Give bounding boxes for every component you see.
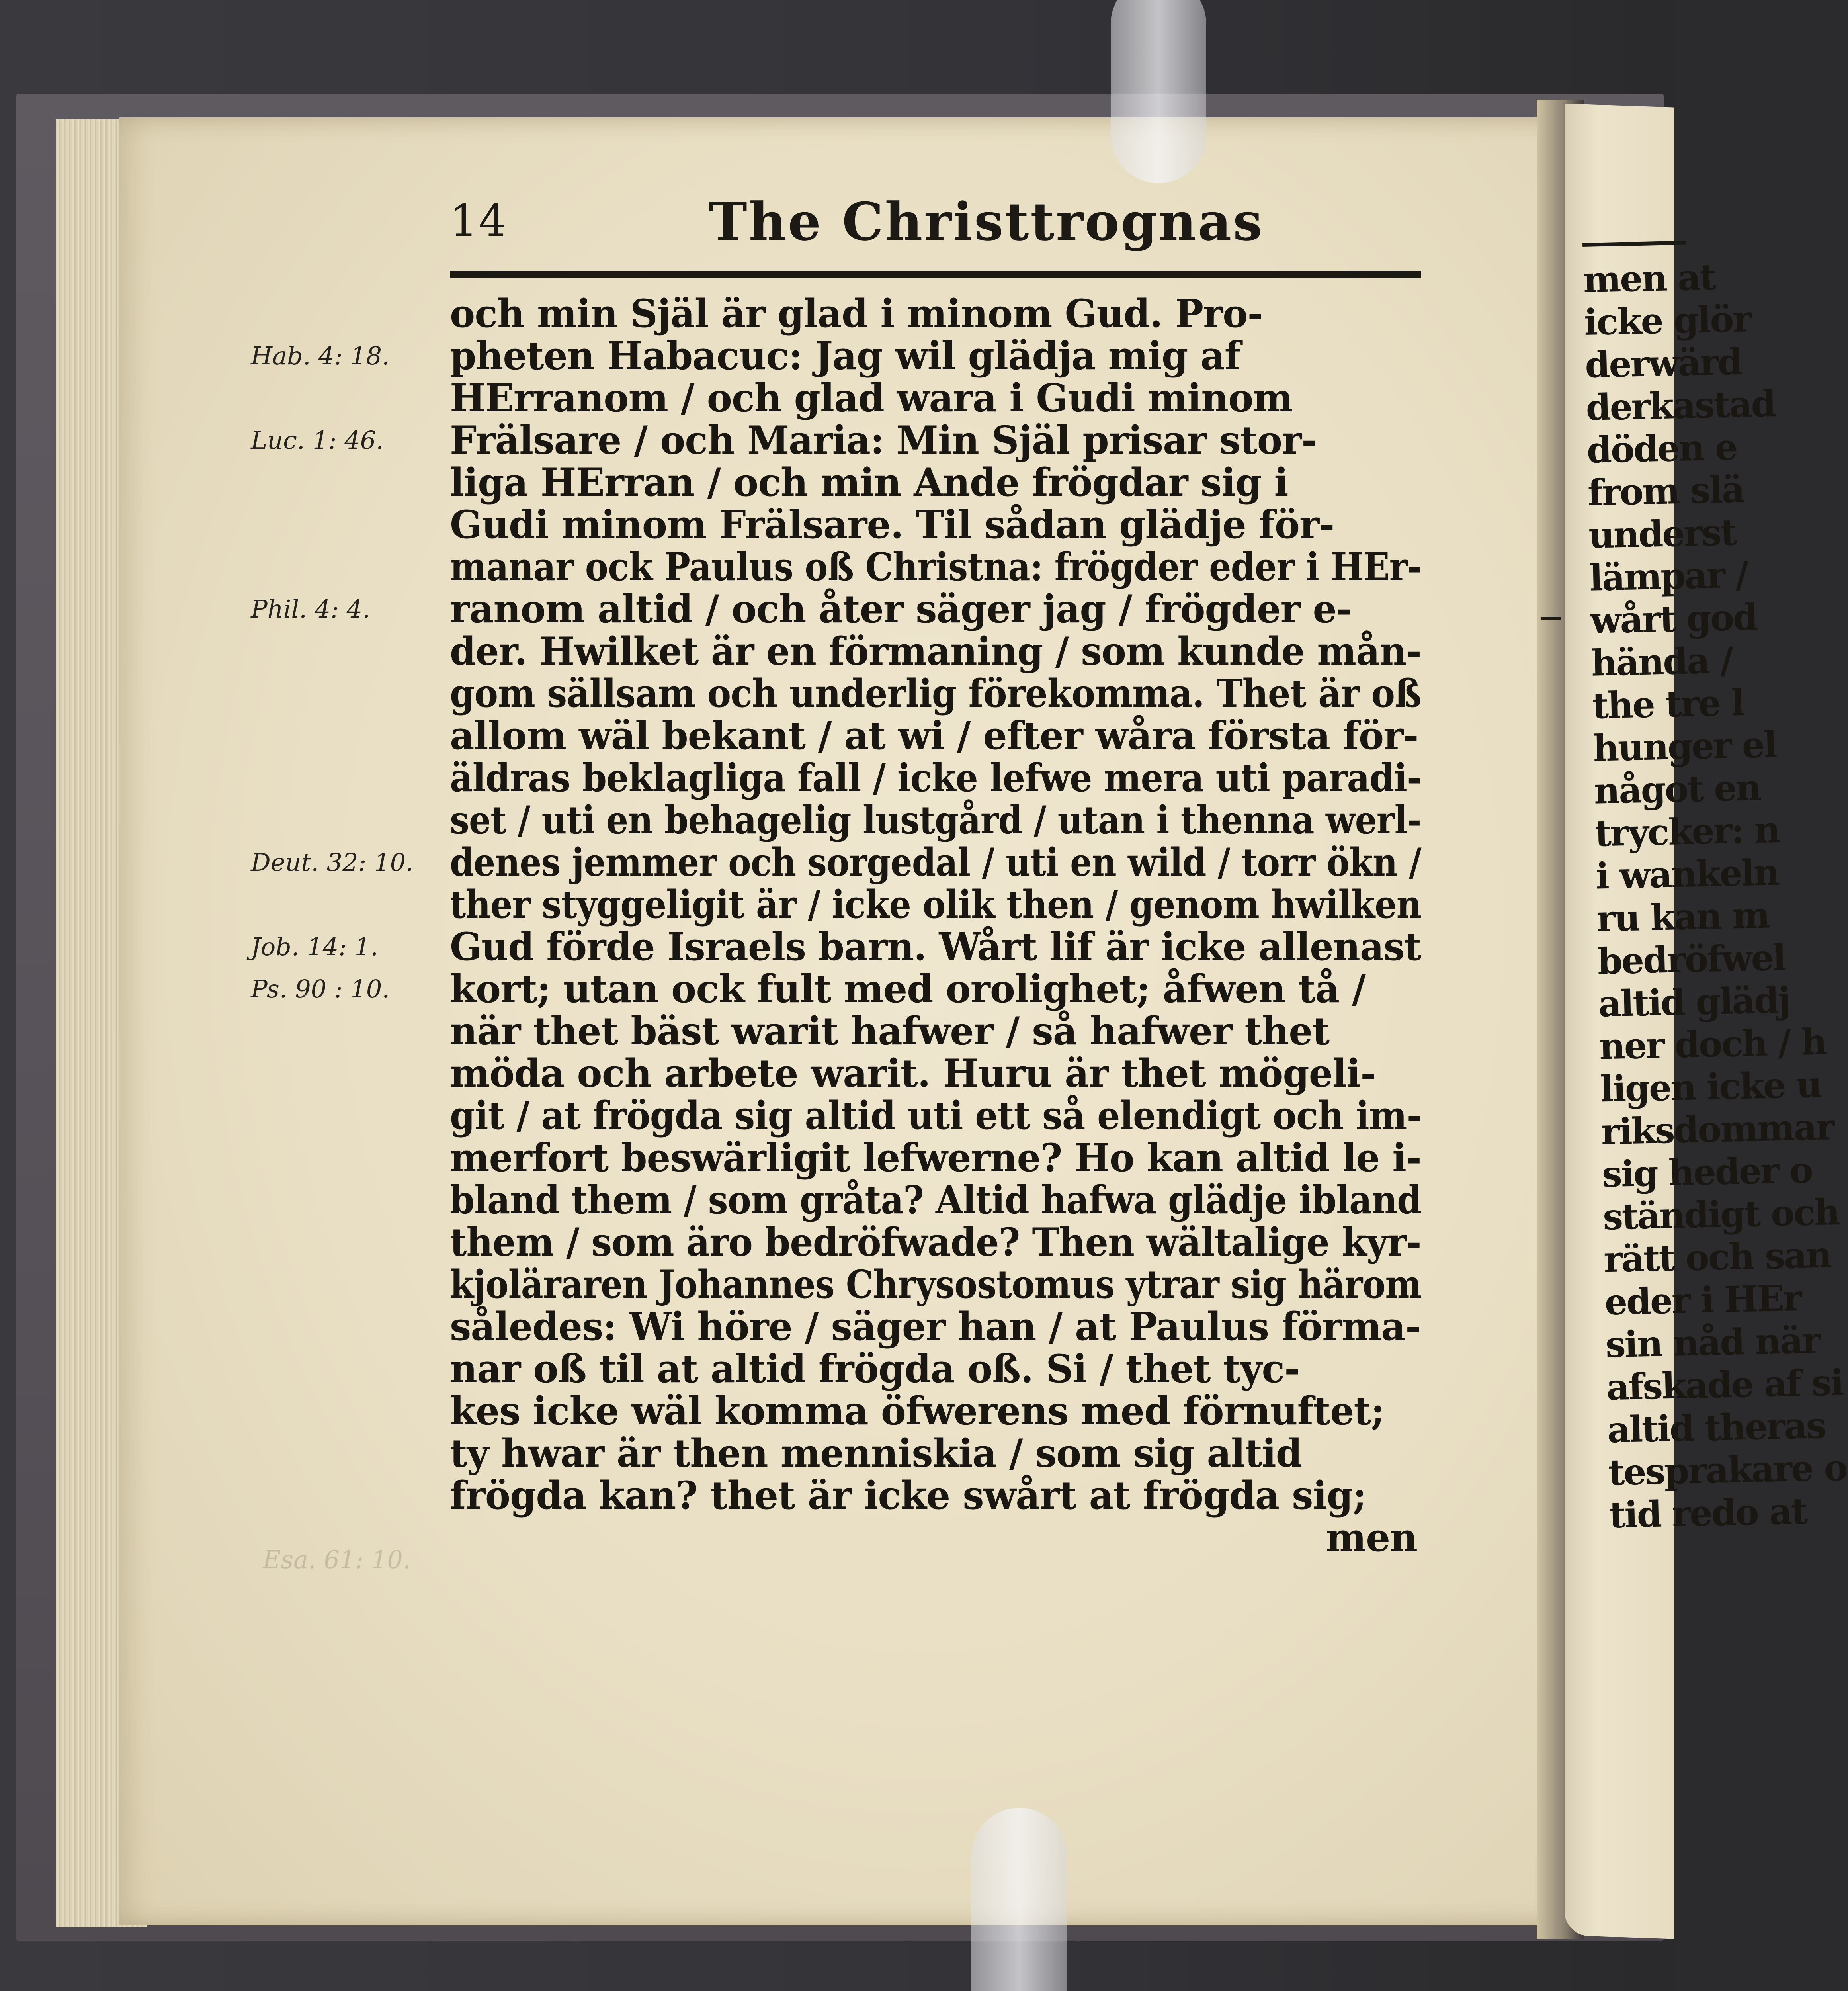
facing-page-line: tid redo at xyxy=(1608,1490,1807,1537)
marginal-reference: Deut. 32: 10. xyxy=(251,848,414,877)
facing-page-line: the tre l xyxy=(1592,681,1744,727)
text-line: ranom altid / och åter säger jag / frögder e- xyxy=(450,587,1352,632)
catchword: men xyxy=(1326,1515,1417,1560)
show-through-text: Esa. 61: 10. xyxy=(263,1545,411,1574)
text-line: möda och arbete warit. Huru är thet mögeli- xyxy=(450,1051,1376,1096)
text-line: ty hwar är then menniskia / som sig altid xyxy=(450,1431,1302,1476)
marginal-reference: Ps. 90 : 10. xyxy=(251,974,390,1003)
text-line: kjoläraren Johannes Chrysostomus ytrar sig härom xyxy=(450,1262,1422,1307)
text-line: gom sällsam och underlig förekomma. Thet är oß xyxy=(450,671,1422,716)
text-line: liga HErran / och min Ande frögdar sig i xyxy=(450,460,1288,505)
body-text xyxy=(450,293,1433,1559)
facing-page-line: ligen icke u xyxy=(1600,1063,1822,1111)
facing-page-line: hunger el xyxy=(1592,724,1777,770)
page-header xyxy=(450,191,1421,263)
text-line: them / som äro bedröfwade? Then wältalige kyr- xyxy=(450,1220,1421,1265)
running-title: The Christtrognas xyxy=(709,191,1264,252)
facing-page-line: afskade af si xyxy=(1606,1361,1844,1409)
facing-page-line: icke glör xyxy=(1584,298,1751,344)
facing-page-line: wårt god xyxy=(1590,596,1757,642)
text-line: merfort beswärligit lefwerne? Ho kan altid le i- xyxy=(450,1135,1421,1180)
facing-page-line: altid theras xyxy=(1607,1404,1826,1451)
marginal-reference: Luc. 1: 46. xyxy=(251,426,384,455)
facing-page-line: rätt och san xyxy=(1603,1234,1831,1281)
facing-page-line: underst xyxy=(1588,511,1737,557)
facing-page-line: ner doch / h xyxy=(1599,1021,1827,1068)
text-line: Gudi minom Frälsare. Til sådan glädje för- xyxy=(450,502,1334,547)
text-line: manar ock Paulus oß Christna: frögder eder i HEr- xyxy=(450,544,1422,589)
facing-page-line: något en xyxy=(1593,766,1761,812)
facing-page-line: men at xyxy=(1582,256,1716,301)
facing-page-line: ru kan m xyxy=(1596,894,1770,940)
marginal-reference: Hab. 4: 18. xyxy=(251,341,390,370)
facing-page-line: sin nåd när xyxy=(1605,1319,1820,1366)
facing-page-line: riksdommar xyxy=(1600,1106,1834,1153)
text-line: allom wäl bekant / at wi / efter wåra första för- xyxy=(450,713,1418,758)
facing-page-line: tesprakare o xyxy=(1608,1446,1847,1494)
page-mark xyxy=(1541,617,1561,620)
facing-page-line: i wankeln xyxy=(1595,851,1779,898)
facing-page-line: altid glädj xyxy=(1598,979,1790,1025)
text-line: der. Hwilket är en förmaning / som kunde mån- xyxy=(450,629,1421,674)
text-line: HErranom / och glad wara i Gudi minom xyxy=(450,376,1293,420)
text-line: Gud förde Israels barn. Wårt lif är icke allenast xyxy=(450,924,1421,969)
facing-page-line: trycker: n xyxy=(1594,808,1780,855)
facing-page-line: ständigt och xyxy=(1602,1191,1840,1238)
facing-page-line: derkastad xyxy=(1585,382,1776,429)
header-rule xyxy=(450,271,1421,278)
page-number: 14 xyxy=(450,195,507,246)
facing-page-line: bedröfwel xyxy=(1597,936,1786,983)
marginal-reference: Phil. 4: 4. xyxy=(251,595,370,624)
page-clamp-bottom xyxy=(971,1808,1067,1991)
marginal-reference: Job. 14: 1. xyxy=(251,932,378,961)
text-line: äldras beklagliga fall / icke lefwe mera uti paradi- xyxy=(450,755,1421,800)
facing-page-line: lämpar / xyxy=(1589,553,1748,599)
facing-page-line: sig heder o xyxy=(1601,1149,1813,1196)
text-line: nar oß til at altid frögda oß. Si / thet tyc- xyxy=(450,1346,1300,1391)
text-line: och min Själ är glad i minom Gud. Pro- xyxy=(450,291,1263,336)
text-line: kes icke wäl komma öfwerens med förnuftet; xyxy=(450,1389,1385,1434)
text-line: bland them / som gråta? Altid hafwa glädje ibland xyxy=(450,1177,1422,1222)
page-clamp-top xyxy=(1111,0,1206,183)
facing-page-line: eder i HEr xyxy=(1604,1277,1801,1324)
facing-page-line: derwärd xyxy=(1584,340,1742,386)
text-line: Frälsare / och Maria: Min Själ prisar stor- xyxy=(450,418,1317,463)
facing-page-line: hända / xyxy=(1591,639,1733,685)
text-line: frögda kan? thet är icke swårt at frögda sig; xyxy=(450,1473,1366,1518)
text-line: kort; utan ock fult med orolighet; åfwen tå / xyxy=(450,966,1365,1011)
text-line: denes jemmer och sorgedal / uti en wild / torr ökn / xyxy=(450,840,1421,885)
text-line: set / uti en behagelig lustgård / utan i thenna werl- xyxy=(450,798,1421,843)
text-line: git / at frögda sig altid uti ett så elendigt och im- xyxy=(450,1093,1422,1138)
facing-page-line: döden e xyxy=(1586,426,1737,471)
text-line: när thet bäst warit hafwer / så hafwer thet xyxy=(450,1009,1330,1054)
text-line: pheten Habacuc: Jag wil glädja mig af xyxy=(450,333,1240,378)
facing-page-line: from slä xyxy=(1587,468,1744,514)
text-line: således: Wi höre / säger han / at Paulus förma- xyxy=(450,1304,1421,1349)
text-line: ther styggeligit är / icke olik then / genom hwilken xyxy=(450,882,1422,927)
